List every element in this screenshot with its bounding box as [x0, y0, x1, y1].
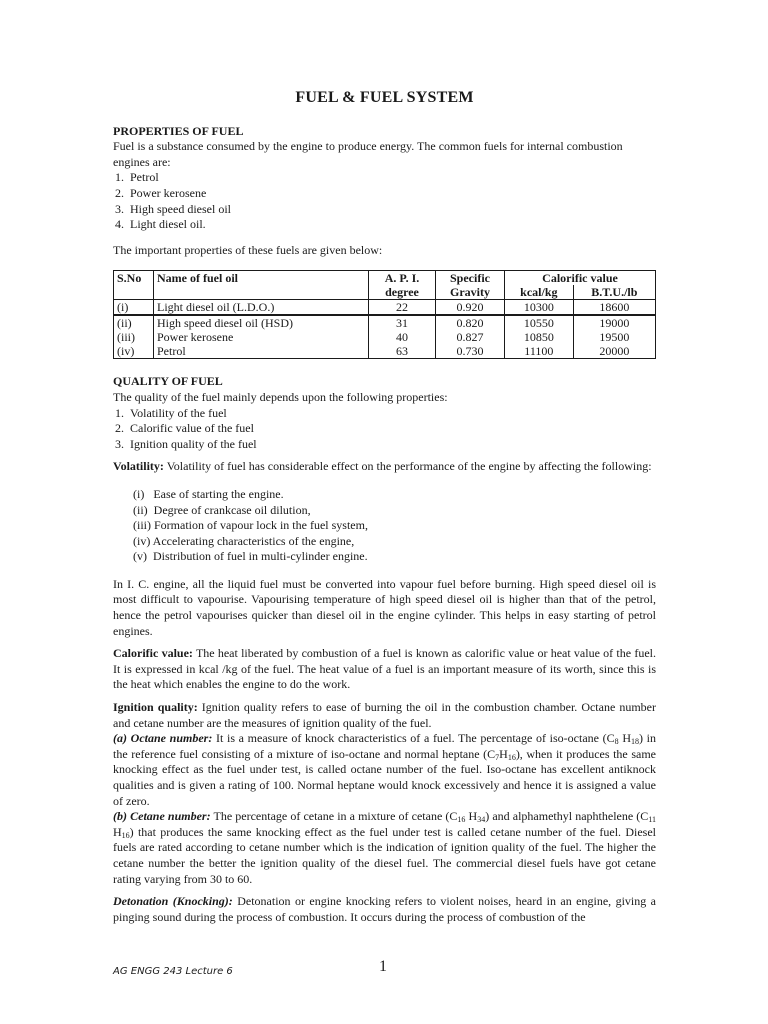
table-row	[114, 315, 656, 330]
cell-sg: 0.920	[436, 300, 505, 316]
page-title: FUEL & FUEL SYSTEM	[295, 89, 474, 106]
cetane-label: (b) Cetane number:	[113, 809, 211, 824]
page-number: 1	[379, 958, 387, 975]
cell-sno: (i)	[114, 300, 154, 316]
list-item: 3. Ignition quality of the fuel	[115, 436, 257, 451]
cell-api: 31	[369, 315, 436, 330]
cell-btu: 19000	[573, 315, 655, 330]
detonation-label: Detonation (Knocking):	[113, 894, 233, 909]
octane-label: (a) Octane number:	[113, 731, 213, 746]
detonation-paragraph	[113, 894, 656, 925]
header-kcal: kcal/kg	[505, 285, 574, 300]
vaporisation-paragraph: In I. C. engine, all the liquid fuel must be converted into vapour fuel before burning. High speed diesel oil is most difficult to vapourise. Vapourising temperature of high speed diesel oil is higher than that of the petrol, hence the petrol vapourises quicker than diesel oil in the engine cylinder. This helps in easy starting of petrol engines.	[113, 576, 656, 638]
footer-course: AG ENGG 243 Lecture 6	[113, 966, 233, 977]
cell-api: 63	[369, 344, 436, 359]
cell-btu: 19500	[573, 330, 655, 344]
list-item: (v) Distribution of fuel in multi-cylinder engine.	[133, 549, 368, 564]
list-item: 1. Petrol	[115, 170, 159, 185]
quality-intro: The quality of the fuel mainly depends upon the following properties:	[113, 389, 448, 404]
cell-kcal: 10850	[505, 330, 574, 344]
list-item: 2. Power kerosene	[115, 185, 207, 200]
fuel-list	[113, 170, 656, 232]
volatility-paragraph	[113, 459, 656, 475]
list-item: (i) Ease of starting the engine.	[133, 486, 284, 501]
table-row	[114, 300, 656, 316]
cell-sno: (iv)	[114, 344, 154, 359]
header-api: A. P. I. degree	[369, 271, 436, 300]
table-row	[114, 330, 656, 344]
document-page	[113, 90, 656, 925]
cell-sno: (iii)	[114, 330, 154, 344]
cell-sno: (ii)	[114, 315, 154, 330]
table-row	[114, 344, 656, 359]
cell-kcal: 10300	[505, 300, 574, 316]
header-sno: S.No	[114, 271, 154, 300]
header-fuel-name: Name of fuel oil	[154, 271, 369, 300]
calorific-paragraph	[113, 646, 656, 693]
list-item: 4. Light diesel oil.	[115, 217, 206, 232]
cell-sg: 0.827	[436, 330, 505, 344]
fuel-properties-table	[113, 270, 656, 359]
cell-name: Power kerosene	[154, 330, 369, 344]
properties-intro: Fuel is a substance consumed by the engine to produce energy. The common fuels for internal combustion engines are:	[113, 139, 623, 169]
detonation-text: Detonation or engine knocking refers to violent noises, heard in an engine, giving a pinging sound during the process of combustion. It occurs during the process of combustion of the	[113, 894, 657, 924]
volatility-list	[133, 487, 656, 565]
table-intro: The important properties of these fuels are given below:	[113, 242, 383, 257]
cell-kcal: 10550	[505, 315, 574, 330]
ignition-text: Ignition quality refers to ease of burning the oil in the combustion chamber. Octane number and cetane number are the measures of ignition quality of the fuel.	[113, 700, 656, 730]
volatility-label: Volatility:	[113, 459, 164, 474]
cell-sg: 0.730	[436, 344, 505, 359]
header-specific-gravity: Specific Gravity	[436, 271, 505, 300]
cell-btu: 20000	[573, 344, 655, 359]
calorific-label: Calorific value:	[113, 646, 193, 661]
calorific-text: The heat liberated by combustion of a fuel is known as calorific value or heat value of the fuel. It is expressed in kcal /kg of the fuel. The heat value of a fuel is an important measure of its worth, since this is the heat which enables the engine to do the work.	[113, 646, 656, 692]
ignition-paragraph	[113, 700, 656, 887]
quality-list	[113, 406, 656, 453]
cell-name: High speed diesel oil (HSD)	[154, 315, 369, 330]
cell-api: 22	[369, 300, 436, 316]
quality-heading: QUALITY OF FUEL	[113, 374, 223, 389]
cell-api: 40	[369, 330, 436, 344]
list-item: 1. Volatility of the fuel	[115, 405, 227, 420]
cell-kcal: 11100	[505, 344, 574, 359]
list-item: (iii) Formation of vapour lock in the fuel system,	[133, 518, 368, 533]
list-item: 3. High speed diesel oil	[115, 201, 231, 216]
list-item: (iv) Accelerating characteristics of the engine,	[133, 533, 355, 548]
cell-btu: 18600	[573, 300, 655, 316]
volatility-text: Volatility of fuel has considerable effect on the performance of the engine by affecting the following:	[166, 459, 652, 474]
table-body	[114, 300, 656, 359]
cetane-text: The percentage of cetane in a mixture of cetane ($C_{16}$ $H_{34}$) and alphamethyl naphthelene ($C_{11}$ $H_{16}$) that produces the same knocking effect as the fuel under test is called cetane number of the fuel. Diesel fuels are rated according to cetane number which is the indication of ignition quality of the fuel. The higher the cetane number the better the ignition quality of the diesel fuel. The commercial diesel fuels have got cetane rating varying from 30 to 60.	[113, 809, 657, 886]
header-btu: B.T.U./lb	[573, 285, 655, 300]
list-item: 2. Calorific value of the fuel	[115, 421, 254, 436]
cell-sg: 0.820	[436, 315, 505, 330]
cell-name: Light diesel oil (L.D.O.)	[154, 300, 369, 316]
octane-text: It is a measure of knock characteristics of a fuel. The percentage of iso-octane ($C_8$ $H_{18}$) in the reference fuel consisting of a mixture of iso-octane and normal heptane $(C_7H_{16})$, when it produces the same knocking effect as the fuel under test, is called octane number of the fuel. Iso-octane has excellent antiknock qualities and is given a rating of 100. Normal heptane would knock excessively and hence it is assigned a value of zero.	[113, 731, 656, 808]
ignition-label: Ignition quality:	[113, 700, 198, 715]
properties-heading: PROPERTIES OF FUEL	[113, 123, 244, 138]
list-item: (ii) Degree of crankcase oil dilution,	[133, 502, 311, 517]
cell-name: Petrol	[154, 344, 369, 359]
header-calorific-value: Calorific value	[505, 271, 656, 286]
